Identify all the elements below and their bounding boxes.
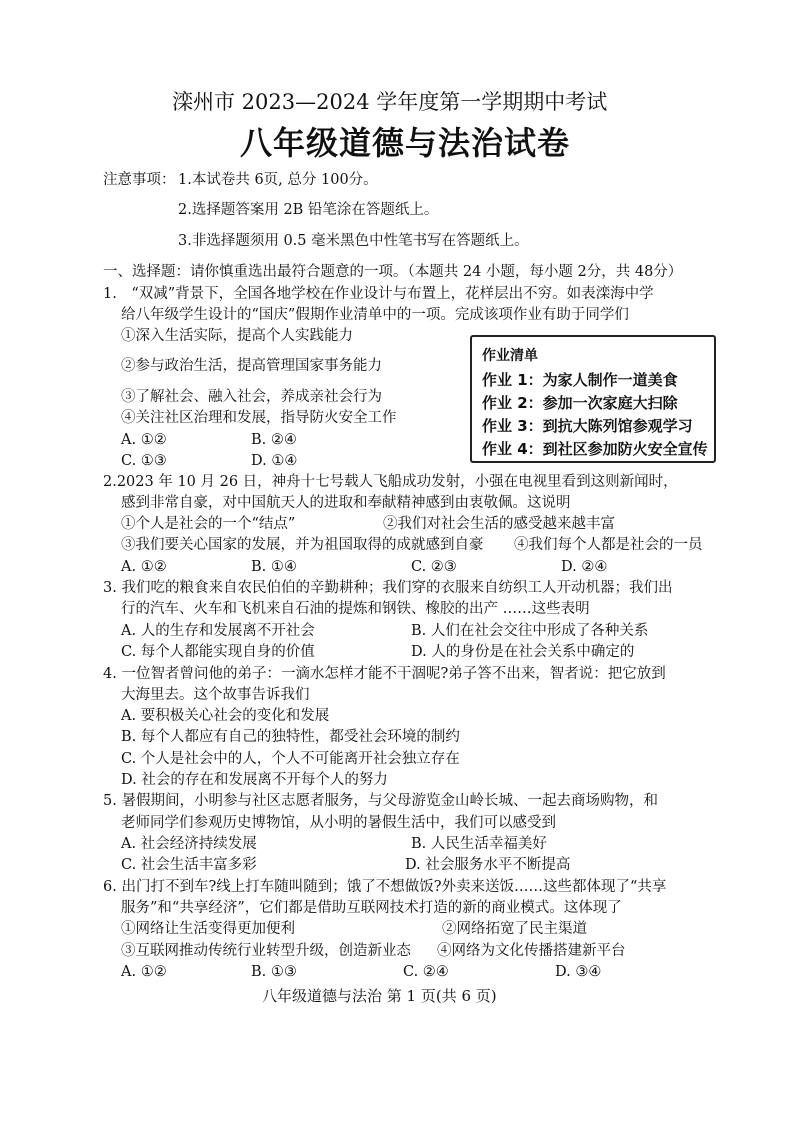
q1-statement-2: ②参与政治生活，提高管理国家事务能力 [121, 358, 382, 374]
q1-option-a: A. ①② [121, 432, 167, 448]
q5-stem-line2: 老师同学们参观历史博物馆，从小明的暑假生活中，我们可以感受到 [121, 815, 556, 831]
q2-statement-4: ④我们每个人都是社会的一员 [514, 537, 703, 553]
homework-list-box [470, 335, 716, 463]
q6-statement-4: ④网络为文化传播搭建新平台 [437, 943, 626, 959]
q5-stem-line1: 5. 暑假期间，小明参与社区志愿者服务，与父母游览金山岭长城、一起去商场购物，和 [103, 793, 658, 809]
q1-statement-4: ④关注社区治理和发展，指导防火安全工作 [121, 410, 397, 426]
q2-statement-3: ③我们要关心国家的发展，并为祖国取得的成就感到自豪 [121, 537, 484, 553]
q3-option-b: B. 人们在社会交往中形成了各种关系 [411, 623, 649, 639]
q6-statement-1: ①网络让生活变得更加便利 [121, 921, 295, 937]
q2-option-b: B. ①④ [251, 559, 297, 575]
section-heading: 一、选择题：请你慎重选出最符合题意的一项。（本题共 24 小题，每小题 2分，共 48分） [103, 264, 683, 280]
notes-label: 注意事项： [103, 172, 176, 188]
q4-stem-line1: 4. 一位智者曾问他的弟子：一滴水怎样才能不干涸呢?弟子答不出来，智者说：把它放到 [103, 666, 666, 682]
q5-option-b: B. 人民生活幸福美好 [411, 836, 547, 852]
page-footer: 八年级道德与法治 第 1 页(共 6 页) [262, 987, 497, 1005]
q1-option-c: C. ①③ [121, 453, 167, 469]
q1-statement-1: ①深入生活实际，提高个人实践能力 [121, 328, 353, 344]
q6-statement-2: ②网络拓宽了民主渠道 [442, 921, 587, 937]
homework-list-title: 作业清单 [482, 348, 538, 364]
q3-option-c: C. 每个人都能实现自身的价值 [121, 644, 315, 660]
q2-statement-1: ①个人是社会的一个“结点” [121, 516, 296, 532]
note-2: 2.选择题答案用 2B 铅笔涂在答题纸上。 [178, 202, 439, 218]
q6-option-b: B. ①③ [251, 964, 297, 980]
q3-option-a: A. 人的生存和发展离不开社会 [121, 623, 315, 639]
q1-option-d: D. ①④ [251, 453, 298, 469]
q6-option-d: D. ③④ [555, 964, 602, 980]
exam-title: 滦州市 2023—2024 学年度第一学期期中考试 [172, 90, 608, 114]
q1-option-b: B. ②④ [251, 432, 297, 448]
q6-option-a: A. ①② [121, 964, 167, 980]
q1-stem-line2: 给八年级学生设计的“国庆”假期作业清单中的一项。完成该项作业有助于同学们 [121, 307, 629, 323]
q5-option-a: A. 社会经济持续发展 [121, 836, 257, 852]
q6-statement-3: ③互联网推动传统行业转型升级，创造新业态 [121, 943, 411, 959]
q2-stem-line2: 感到非常自豪，对中国航天人的进取和奉献精神感到由衷敬佩。这说明 [121, 495, 571, 511]
q6-stem-line1: 6. 出门打不到车?线上打车随叫随到；饿了不想做饭?外卖来送饭……这些都体现了“共享 [103, 879, 667, 895]
q2-option-c: C. ②③ [411, 559, 457, 575]
homework-item-1: 作业 1：为家人制作一道美食 [482, 371, 678, 389]
homework-item-4: 作业 4：到社区参加防火安全宣传 [482, 440, 708, 458]
q4-option-b: B. 每个人都应有自己的独特性，都受社会环境的制约 [121, 729, 460, 745]
q6-option-c: C. ②④ [403, 964, 449, 980]
note-1: 1.本试卷共 6页, 总分 100分。 [178, 172, 378, 188]
q1-stem-line1: 1. “双减”背景下，全国各地学校在作业设计与布置上，花样层出不穷。如表滦海中学 [103, 286, 654, 302]
homework-item-2: 作业 2：参加一次家庭大扫除 [482, 394, 678, 412]
note-3: 3.非选择题须用 0.5 毫米黑色中性笔书写在答题纸上。 [178, 233, 529, 249]
q2-option-d: D. ②④ [561, 559, 608, 575]
q2-option-a: A. ①② [121, 559, 167, 575]
q4-option-a: A. 要积极关心社会的变化和发展 [121, 708, 330, 724]
q1-statement-3: ③了解社会、融入社会，养成亲社会行为 [121, 389, 382, 405]
q6-stem-line2: 服务”和“共享经济”，它们都是借助互联网技术打造的新的商业模式。这体现了 [121, 900, 622, 916]
q4-option-c: C. 个人是社会中的人，个人不可能离开社会独立存在 [121, 751, 460, 767]
homework-item-3: 作业 3：到抗大陈列馆参观学习 [482, 417, 693, 435]
exam-subtitle: 八年级道德与法治试卷 [240, 124, 571, 162]
q3-option-d: D. 人的身份是在社会关系中确定的 [411, 644, 635, 660]
q4-stem-line2: 大海里去。这个故事告诉我们 [121, 687, 310, 703]
q2-statement-2: ②我们对社会生活的感受越来越丰富 [383, 516, 615, 532]
q2-stem-line1: 2.2023 年 10 月 26 日，神舟十七号载人飞船成功发射，小强在电视里看到这则新闻时， [103, 474, 678, 490]
q3-stem-line2: 行的汽车、火车和飞机来自石油的提炼和钢铁、橡胶的出产 ……这些表明 [121, 601, 590, 617]
q4-option-d: D. 社会的存在和发展离不开每个人的努力 [121, 772, 388, 788]
q5-option-d: D. 社会服务水平不断提高 [405, 857, 571, 873]
q3-stem-line1: 3. 我们吃的粮食来自农民伯伯的辛勤耕种；我们穿的衣服来自纺织工人开动机器；我们出 [103, 580, 673, 596]
q5-option-c: C. 社会生活丰富多彩 [121, 857, 257, 873]
